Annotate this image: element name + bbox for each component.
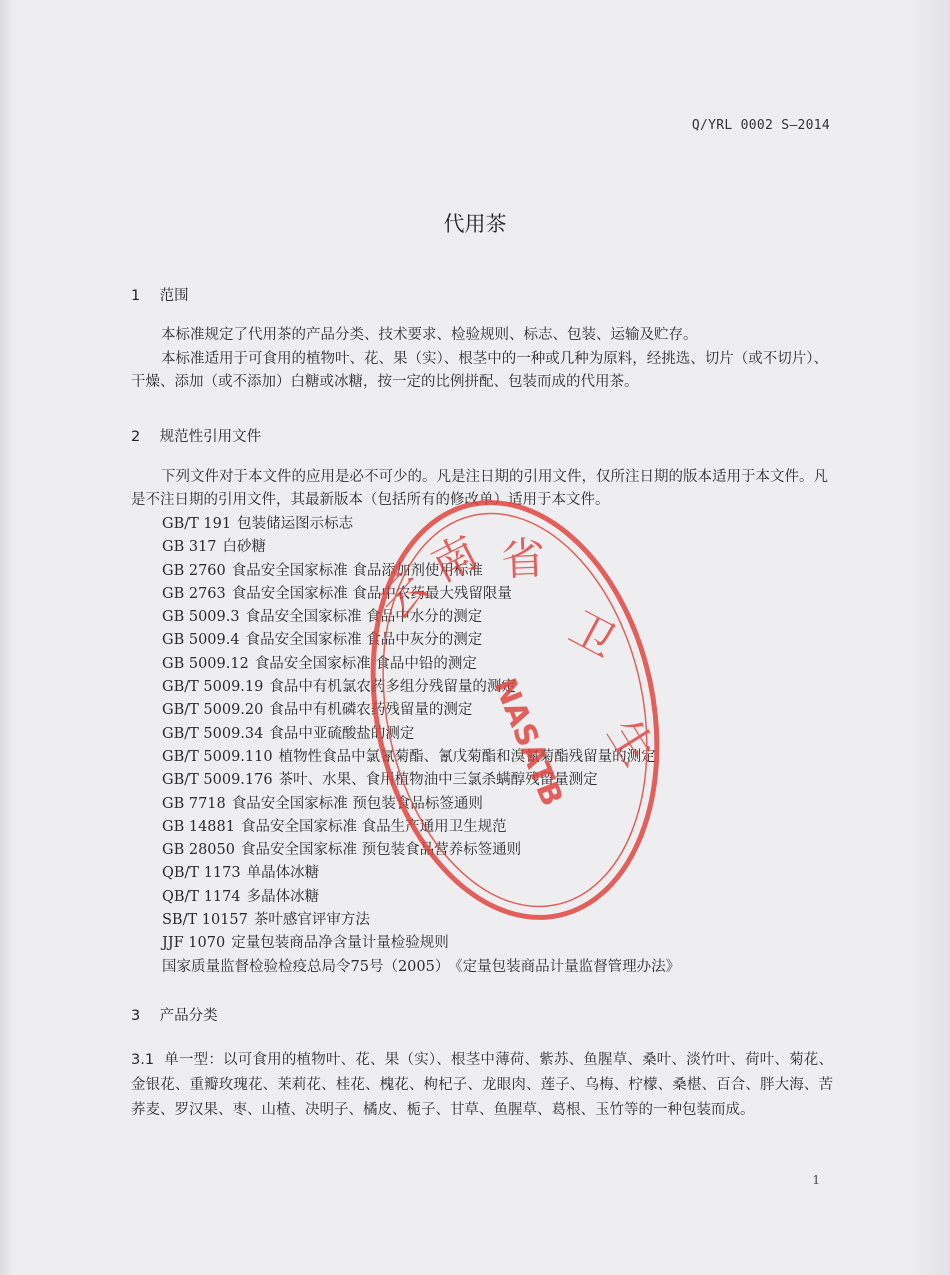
reference-item [162,956,842,979]
reference-item [162,723,842,746]
reference-code: GB/T 191 [162,516,232,532]
seal-char: 卫 [560,602,624,669]
scope-paragraph-2: 本标准适用于可食用的植物叶、花、果（实）、根茎中的一种或几种为原料，经挑选、切片（或不切片）、干燥、添加（或不添加）白糖或冰糖，按一定的比例拼配、包装而成的代用茶。 [131,351,828,390]
seal-char: 省 [500,533,546,586]
section-2-heading [131,425,261,446]
reference-code: GB 28050 [162,842,235,859]
references-intro: 下列文件对于本文件的应用是必不可少的。凡是注日期的引用文件，仅所注日期的版本适用于本文件。凡是不注日期的引用文件，其最新版本（包括所有的修改单）适用于本文件。 [131,469,828,508]
reference-item [162,676,842,699]
clause-number: 3.1 [131,1052,155,1068]
reference-item [162,886,842,909]
reference-title: 食品安全国家标准 食品中水分的测定 [245,609,483,626]
reference-item [162,653,842,676]
reference-title: 食品安全国家标准 食品中农药最大残留限量 [231,585,512,602]
reference-item [162,816,842,839]
reference-item [162,629,842,652]
reference-item [162,769,842,792]
seal-char: 云 [369,562,438,630]
section-1-heading [131,284,189,305]
reference-code: GB 14881 [162,818,235,835]
reference-title: 食品安全国家标准 预包装食品营养标签通则 [240,842,522,859]
section-title: 范围 [159,288,189,304]
reference-title: 食品安全国家标准 食品中灰分的测定 [245,632,483,649]
reference-title: 食品安全国家标准 预包装食品标签通则 [231,795,483,812]
section-number: 2 [131,429,141,445]
reference-code: QB/T 1174 [162,888,241,905]
reference-title: 定量包装商品净含量计量检验规则 [231,935,449,952]
section-3-heading [131,1004,218,1025]
reference-title: 单晶体冰糖 [246,865,320,882]
reference-code: GB/T 5009.34 [162,725,264,742]
page-number: 1 [812,1173,820,1187]
reference-item [162,862,842,885]
reference-title: 《定量包装商品计量监督管理办法》 [455,958,681,975]
reference-title: 食品中有机氯农药多组分残留量的测定 [269,679,516,696]
reference-item [162,699,842,722]
reference-item [162,536,842,559]
reference-title: 包装储运图示标志 [237,516,354,532]
reference-code: GB 2760 [162,562,226,579]
reference-code: 国家质量监督检验检疫总局令75号（2005） [162,958,450,975]
reference-title: 食品中亚硫酸盐的测定 [269,725,415,742]
reference-code: QB/T 1173 [162,865,241,882]
reference-item [162,606,842,629]
reference-title: 茶叶感官评审方法 [253,912,370,929]
reference-code: GB 2763 [162,585,226,602]
standard-code: Q/YRL 0002 S—2014 [691,118,830,133]
reference-code: GB 5009.4 [162,632,240,649]
page-shadow-right [910,0,950,1275]
clause-text: 单一型：以可食用的植物叶、花、果（实）、根茎中薄荷、紫苏、鱼腥草、桑叶、淡竹叶、荷叶、菊花、金银花、重瓣玫瑰花、茉莉花、桂花、槐花、枸杞子、龙眼肉、莲子、乌梅、柠檬、桑椹、百合、胖大海、苦荞麦、罗汉果、枣、山楂、决明子、橘皮、栀子、甘草、鱼腥草、葛根、玉竹等的一种包装而成。 [131,1052,833,1118]
reference-item [162,513,842,536]
reference-list [162,513,842,979]
section-title: 规范性引用文件 [159,429,262,445]
reference-title: 多晶体冰糖 [246,888,320,905]
section-number: 1 [131,288,141,304]
reference-item [162,932,842,955]
reference-title: 食品安全国家标准 食品中铅的测定 [254,655,477,672]
reference-code: GB/T 5009.110 [162,748,273,765]
reference-title: 白砂糖 [222,539,267,556]
reference-code: GB 5009.12 [162,655,249,672]
document-title: 代用茶 [443,212,507,236]
reference-code: JJF 1070 [162,935,226,952]
reference-code: GB 317 [162,539,217,556]
reference-title: 食品中有机磷农药残留量的测定 [269,702,473,719]
reference-item [162,909,842,932]
reference-code: GB/T 5009.20 [162,702,264,719]
section-number: 3 [131,1008,141,1024]
reference-code: GB 7718 [162,795,226,812]
seal-char: 生 [597,710,664,775]
classification-clause [131,1048,833,1123]
scope-paragraph-1: 本标准规定了代用茶的产品分类、技术要求、检验规则、标志、包装、运输及贮存。 [161,327,698,343]
reference-code: GB 5009.3 [162,609,240,626]
reference-title: 食品安全国家标准 食品生产通用卫生规范 [240,818,507,835]
reference-code: GB/T 5009.176 [162,772,273,789]
reference-code: GB/T 5009.19 [162,679,264,696]
reference-item [162,583,842,606]
seal-mark: NASATB [486,673,570,812]
reference-title: 食品安全国家标准 食品添加剂使用标准 [231,562,483,579]
section-title: 产品分类 [159,1008,218,1024]
reference-title: 植物性食品中氯氰菊酯、氰戊菊酯和溴氰菊酯残留量的测定 [278,748,656,765]
reference-item [162,839,842,862]
page-shadow-left [0,0,14,1275]
reference-code: SB/T 10157 [162,912,248,929]
reference-title: 茶叶、水果、食用植物油中三氯杀螨醇残留量测定 [278,772,598,789]
reference-item [162,793,842,816]
seal-char: 南 [423,526,487,593]
reference-item [162,560,842,583]
reference-item [162,746,842,769]
